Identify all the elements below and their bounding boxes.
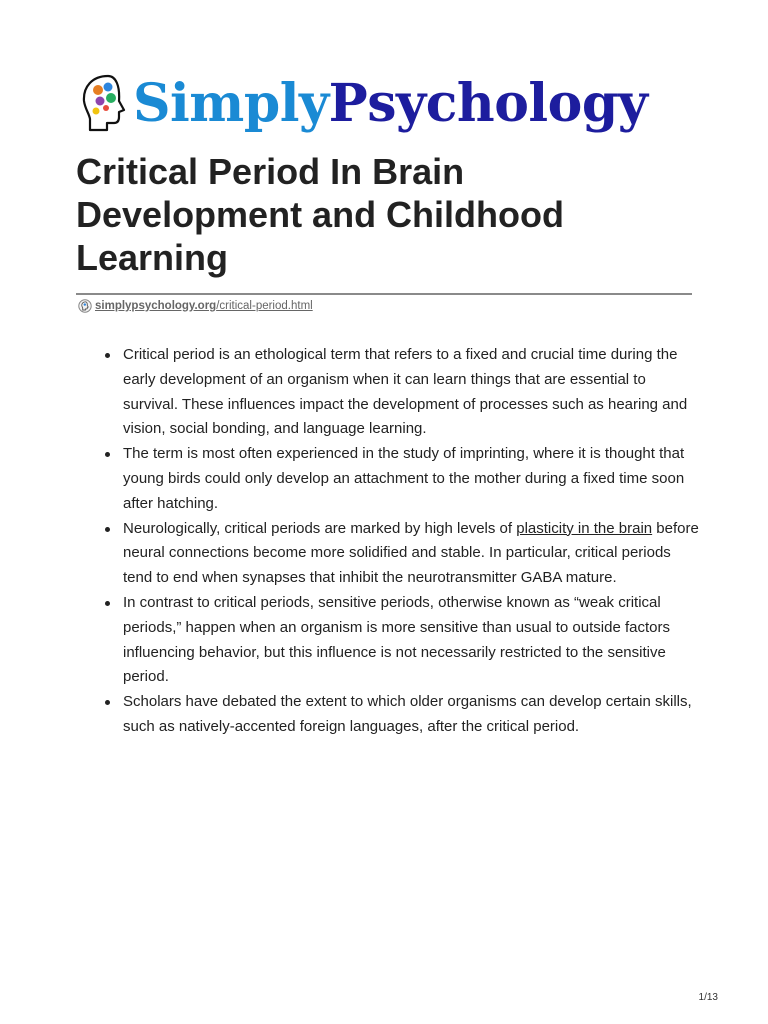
source-link[interactable] [95,300,313,312]
bullet-icon [105,601,110,606]
list-item-text: Critical period is an ethological term that refers to a fixed and crucial time during the early development of an organism when it can learn things that are essential to survival. These influences impact the development of processes such as hearing and vision, social bonding, and language learning. [123,346,688,438]
bullet-icon [105,452,110,457]
bullet-icon [105,527,110,532]
list-item [104,517,704,591]
plasticity-link[interactable]: plasticity in the brain [516,519,653,537]
bullet-icon [105,700,110,705]
list-item-text: The term is most often experienced in the study of imprinting, where it is thought that young birds could only develop an attachment to the mother during a fixed time soon after hatching. [123,445,685,512]
site-favicon-icon [78,299,92,313]
page-title: Critical Period In Brain Development and Childhood Learning [76,151,565,278]
brain-head-icon [78,72,130,136]
site-logo[interactable] [78,66,690,142]
bullet-icon [105,353,110,358]
logo-wordmark [133,73,648,134]
source-url [78,297,313,315]
list-item-text: Scholars have debated the extent to which older organisms can develop certain skills, such as natively-accented foreign languages, after the critical period. [123,693,692,735]
logo-psychology-text: Psychology [328,73,648,134]
list-item-text-before-link: Neurologically, critical periods are marked by high levels of [123,519,517,537]
logo-simply-text: Simply [133,73,329,134]
page-number: 1/13 [698,992,718,1003]
list-item-text-after-link: before neural connections become more solidified and stable. In particular, critical periods tend to end when synapses that inhibit the neurotransmitter GABA mature. [123,519,699,587]
source-domain[interactable]: simplypsychology.org [95,300,217,312]
list-item [104,591,704,690]
source-path[interactable]: /critical-period.html [216,300,313,312]
list-item [104,690,704,740]
key-points-list [104,343,704,740]
title-divider [76,293,692,295]
list-item [104,343,704,442]
list-item-text: In contrast to critical periods, sensitive periods, otherwise known as “weak critical periods,” happen when an organism is more sensitive than usual to outside factors influencing behavior, but this influence is not necessarily restricted to the sensitive period. [123,593,670,686]
list-item [104,442,704,516]
